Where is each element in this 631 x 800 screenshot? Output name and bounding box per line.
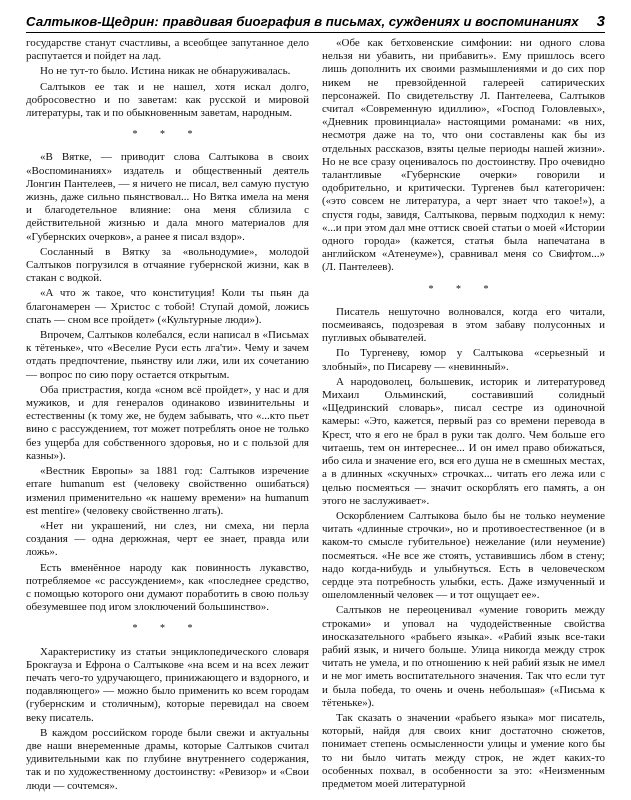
running-header bbox=[26, 10, 605, 33]
section-divider: * * * bbox=[132, 623, 203, 635]
paragraph: «А что ж такое, что конституция! Коли ты пьян да благонамерен — Христос с тобой! Ступай домой, ложись спать — сном все пройдет» («Культурные люди»). bbox=[26, 287, 309, 326]
paragraph: Так сказать о значении «рабьего языка» мог писатель, который, найдя для своих книг достаточно сюжетов, понимает степень осмысленности улицы и умение кого бы то ни было читать между строк, не ждет каких-то особенных похвал, в особенности за это: «Неизменным предметом моей литературной bbox=[322, 711, 605, 790]
paragraph: А народоволец, большевик, историк и литературовед Михаил Ольминский, составивший солидный «Щедринский словарь», писал сестре из одиночной камеры: «Это, кажется, первый раз со времени перевода в Крест, что я его не брал в руки так долго. Чем больше его читаешь, тем он интереснее... И он имел право обижаться, ибо сила и значение его, вся его душа не в смешных местах, а в длинных «скучных» строчках... читать его лежа или с целью посмеяться — значит оскорблять его память, а он этого не заслуживает». bbox=[322, 375, 605, 507]
section-divider: * * * bbox=[132, 129, 203, 141]
section-divider: * * * bbox=[428, 283, 499, 295]
paragraph: Но не тут-то было. Истина никак не обнаруживалась. bbox=[40, 65, 291, 78]
running-title: Салтыков-Щедрин: правдивая биография в письмах, суждениях и воспоминаниях bbox=[26, 14, 579, 29]
paragraph: Есть вменённое народу как повинность лукавство, потребляемое «с рассуждением», как «последнее средство, с помощью которого они думают поработить в свою пользу обезумевшее под игом злоключений большинство». bbox=[26, 561, 309, 614]
right-column bbox=[322, 37, 605, 795]
paragraph: государстве станут счастливы, а всеобщее запутанное дело распутается и пойдет на лад. bbox=[26, 37, 309, 63]
paragraph: Оскорблением Салтыкова было бы не только неумение читать «длинные строчки», но и противоестественное (и в каком-то смысле губительное) нежелание (или неумение) посмеяться. «Не все же стоять, уставившись лбом в стену; надо когда-нибудь и улыбнуться. Есть в человеческом сердце эта потребность улыбки, есть. Даже измученный и ошеломленный человек — и тот ощущает ее». bbox=[322, 509, 605, 602]
paragraph: «Нет ни украшений, ни слез, ни смеха, ни перла создания — одна дерюжная, черт ее знает, правда или ложь». bbox=[26, 519, 309, 559]
paragraph: «В Вятке, — приводит слова Салтыкова в своих «Воспоминаниях» издатель и общественный деятель Лонгин Пантелеев, — я ничего не писал, вел самую пустую жизнь, даже сильно пьянствовал... Но Вятка имела на меня и благодетельное влияние: она меня сблизила с действительной жизнью и дала много материалов для «Губернских очерков», а ранее я писал вздор». bbox=[26, 151, 309, 243]
paragraph: «Обе как бетховенские симфонии: ни одного слова нельзя ни убавить, ни прибавить». Ему пришлось всего лишь дополнить их своими размышлениями и до сих пор никем не превзойденной галереей сатирических персонажей. По свидетельству Л. Пантелеева, Салтыков считал «Современную идиллию», «Господ Головлевых», «Дневник провинциала» настоящими романами: «в них, несмотря даже на то, что они составлены как бы из отдельных рассказов, взяты целые периоды нашей жизни». Но не все сразу оценивалось по достоинству. Про очевидно талантливые «Губернские очерки» говорили и одобрительно, и критически. Тургенев был категоричен: («это совсем не литература, а черт знает что такое!»), а спустя годы, завидя, Салтыкова, первым подходил к нему: «...и при этом дал мне оттиск своей статьи о моей «Истории одного города» (кажется, статья была напечатана в английском «Атенеуме»), сравнивал меня со Свифтом...» (Л. Пантелеев). bbox=[322, 37, 605, 274]
paragraph: В каждом российском городе были свежи и актуальны две наши внеременные драмы, которые Салтыков считал удивительными как по глубине внутреннего содержания, так и по художественному достоинству: «Ревизор» и «Свои люди — сочтемся». bbox=[26, 726, 309, 792]
paragraph: Оба пристрастия, когда «сном всё пройдет», у нас и для мужиков, и для генералов одинаково извинительны и естественны (к тому же, не будем забывать, что «...кто пьет вино с рассуждением, тот может потреблять оное не только без ущерба для собственного здоровья, но и с пользой для казны»). bbox=[26, 383, 309, 462]
paragraph: По Тургеневу, юмор у Салтыкова «серьезный и злобный», по Писареву — «невинный». bbox=[322, 347, 605, 373]
paragraph: Сосланный в Вятку за «вольнодумие», молодой Салтыков погрузился в отчаяние губернской жизни, как в стакан с водкой. bbox=[26, 245, 309, 285]
paragraph: Впрочем, Салтыков колебался, если написал в «Письмах к тётеньке», что «Веселие Руси есть лга'ти». Чему и зачем отдать предпочтение, пьянству или лжи, или их сочетанию — вопрос по сию пору остается открытым. bbox=[26, 329, 309, 381]
left-column bbox=[26, 37, 309, 795]
paragraph: Характеристику из статьи энциклопедического словаря Брокгауза и Ефрона о Салтыкове «на всем и на всех лежит печать чего-то удручающего, принижающего и вздорного, и подавляющего» — можно было применить ко всем городам (губернским и столичным), которые перевидал на своем веку писатель. bbox=[26, 645, 309, 724]
paragraph: Салтыков не переоценивал «умение говорить между строками» и уповал на чудодейственные свойства иносказательного «рабьего языка». «Рабий язык все-таки рабий язык, и ничего больше. Улица никогда между строк читать не умела, и по отношению к ней рабий язык не имел и не мог иметь воспитательного значения. Так что если тут и была победа, то очень и очень небольшая» («Письма к тётеньке»). bbox=[322, 604, 605, 709]
page-number: 3 bbox=[596, 13, 605, 30]
paragraph: Писатель нешуточно волновался, когда его читали, посмеиваясь, подозревая в этом забаву полусонных и пугливых обывателей. bbox=[322, 305, 605, 345]
paragraph: «Вестник Европы» за 1881 год: Салтыков изречение errare humanum est (человеку свойственно ошибаться) изменил применительно «к нашему времени» на humanum est mentire» (человеку свойственно лгать). bbox=[26, 465, 309, 517]
paragraph: Салтыков ее так и не нашел, хотя искал долго, добросовестно и по заветам: как русской и мировой литературы, так и по обыкновенным заветам, народным. bbox=[26, 80, 309, 120]
text-columns bbox=[26, 37, 605, 795]
